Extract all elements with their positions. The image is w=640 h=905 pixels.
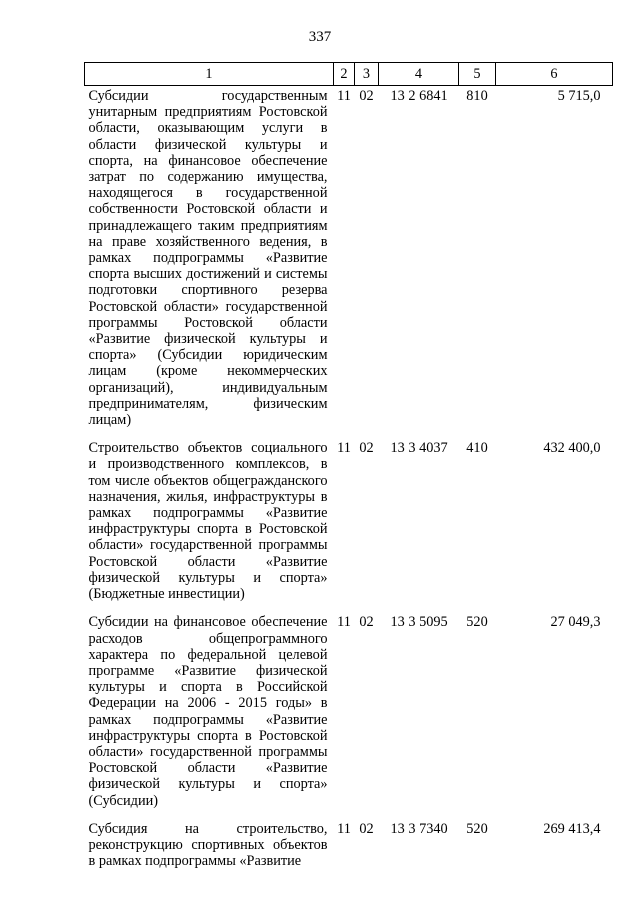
row-amount: 27 049,3 [550, 614, 601, 631]
row-subsection: 02 [359, 440, 374, 457]
table-row [85, 614, 613, 820]
row-target-article: 13 2 6841 [390, 88, 448, 104]
row-description: Субсидии государственным унитарным предприятиям Ростовской области, оказывающим услуги в области физической культуры и спорта, на финансовое обеспечение затрат по содержанию имущества, находящегося в государственной собственности Ростовской области и принадлежащего таким предприятиям на праве хозяйственного ведения, в рамках подпрограммы «Развитие спорта высших достижений и системы подготовки спортивного резерва Ростовской области» государственной программы Ростовской области «Развитие физической культуры и спорта» (Субсидии юридическим лицам (кроме некоммерческих организаций), индивидуальным предпринимателям, физическим лицам) [88, 88, 328, 429]
row-expense-type: 410 [466, 440, 488, 457]
row-subsection: 02 [359, 614, 374, 631]
row-amount: 432 400,0 [543, 440, 601, 457]
table-row [85, 86, 613, 441]
row-subsection: 02 [359, 88, 374, 104]
row-amount: 5 715,0 [557, 88, 601, 104]
budget-table [84, 62, 613, 881]
row-expense-type: 520 [466, 820, 488, 837]
header-col-2: 2 [334, 63, 355, 86]
page-number: 337 [308, 29, 332, 45]
row-description: Субсидия на строительство, реконструкцию спортивных объектов в рамках подпрограммы «Развитие [88, 820, 328, 870]
header-col-4: 4 [379, 63, 459, 86]
row-target-article: 13 3 4037 [390, 440, 448, 457]
header-col-6: 6 [496, 63, 613, 86]
row-section: 11 [337, 820, 351, 837]
row-section: 11 [337, 440, 351, 457]
header-col-5: 5 [459, 63, 496, 86]
row-section: 11 [337, 88, 351, 104]
header-col-1: 1 [85, 63, 334, 86]
row-target-article: 13 3 5095 [390, 614, 448, 631]
row-amount: 269 413,4 [543, 820, 601, 837]
table-row [85, 440, 613, 614]
row-section: 11 [337, 614, 351, 631]
row-expense-type: 810 [466, 88, 488, 104]
table-row [85, 821, 613, 882]
row-description: Строительство объектов социального и производственного комплексов, в том числе объектов общегражданского назначения, жилья, инфраструктуры в рамках подпрограммы «Развитие инфраструктуры спорта в Ростовской области» государственной программы Ростовской области «Развитие физической культуры и спорта» (Бюджетные инвестиции) [88, 440, 328, 603]
row-target-article: 13 3 7340 [390, 820, 448, 837]
row-subsection: 02 [359, 820, 374, 837]
table-header-row [85, 63, 613, 86]
row-description: Субсидии на финансовое обеспечение расходов общепрограммного характера по федеральной целевой программе «Развитие физической культуры и спорта в Российской Федерации на 2006 - 2015 годы» в рамках подпрограммы «Развитие инфраструктуры спорта в Ростовской области» государственной программы Ростовской области «Развитие физической культуры и спорта» (Субсидии) [88, 614, 328, 809]
header-col-3: 3 [355, 63, 379, 86]
row-expense-type: 520 [466, 614, 488, 631]
